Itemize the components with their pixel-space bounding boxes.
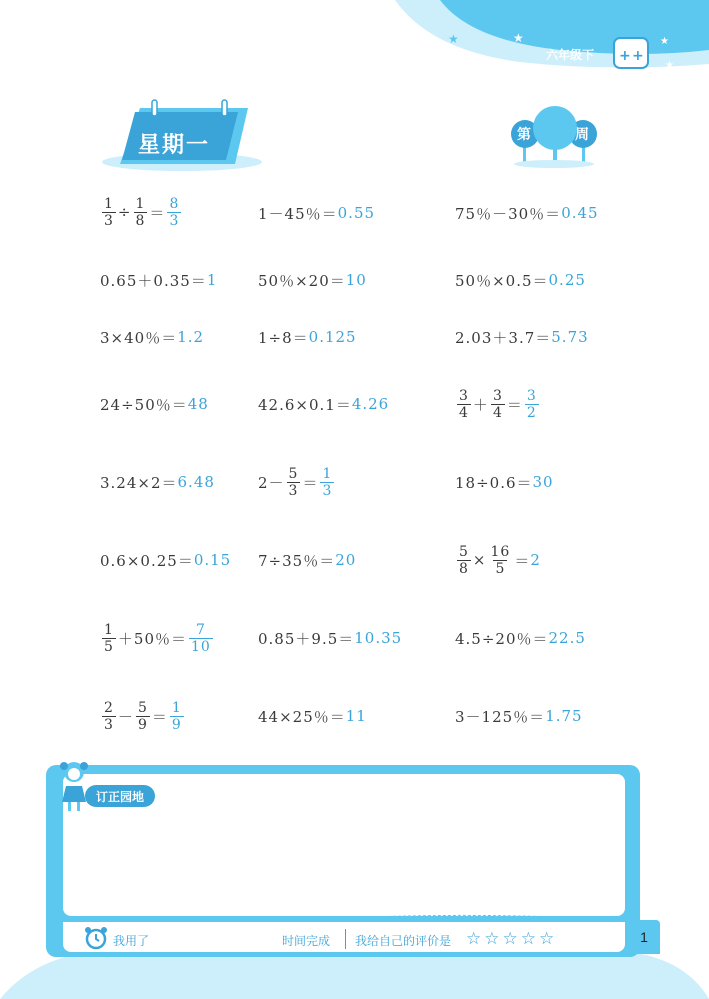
problem-5: 50％×20＝ 10 [258, 271, 367, 290]
footer-divider [345, 929, 346, 949]
time-used-label: 我用了 [113, 934, 150, 948]
problem-22: $\frac{2}{3}$ － $\frac{5}{9}$ ＝ $\frac{1}{9}$ [104, 699, 182, 733]
fraction: $\frac{5}{8}$ [459, 543, 469, 577]
answer-fraction: $\frac{7}{10}$ [191, 621, 211, 655]
problem-24: 3－125％＝ 1.75 [455, 707, 583, 726]
problem-3: 75％－30％＝ 0.45 [455, 204, 599, 223]
problem-18: $\frac{5}{8}$ × $\frac{16}{5}$ ＝ 2 [459, 543, 541, 577]
problem-1: $\frac{1}{3}$ ÷ $\frac{1}{8}$ ＝ $\frac{8}{3}$ [104, 195, 180, 229]
svg-text:★: ★ [660, 36, 669, 47]
svg-text:★: ★ [448, 32, 459, 46]
fraction: $\frac{3}{4}$ [459, 387, 469, 421]
problem-9: 2.03＋3.7＝ 5.73 [455, 328, 589, 347]
answer-fraction: $\frac{3}{2}$ [526, 387, 537, 421]
svg-text:★: ★ [665, 60, 674, 71]
problem-12: $\frac{3}{4}$ ＋ $\frac{3}{4}$ ＝ $\frac{3}{2}$ [459, 387, 537, 421]
problem-7: 3×40％＝ 1.2 [100, 328, 205, 347]
fraction: $\frac{5}{9}$ [137, 699, 148, 733]
fraction: $\frac{1}{8}$ [135, 195, 146, 229]
svg-text:★: ★ [513, 31, 524, 45]
header-wave [0, 0, 709, 100]
fraction: $\frac{3}{4}$ [492, 387, 503, 421]
problem-6: 50％×0.5＝ 0.25 [455, 271, 586, 290]
rating-stars[interactable]: ☆☆☆☆☆ [466, 929, 558, 949]
self-rating-label: 我给自己的评价是 [355, 934, 452, 948]
fraction: $\frac{1}{5}$ [104, 621, 114, 655]
problem-13: 3.24×2＝ 6.48 [100, 473, 215, 492]
week-suffix: 周 [575, 127, 589, 143]
answer-fraction: $\frac{1}{3}$ [322, 465, 333, 499]
problem-21: 4.5÷20％＝ 22.5 [455, 629, 586, 648]
svg-text:+: + [619, 48, 631, 64]
week-prefix: 第 [517, 127, 531, 143]
answer-fraction: $\frac{8}{3}$ [169, 195, 180, 229]
correction-title: 订正园地 [85, 785, 155, 807]
math-cube-icon [614, 38, 648, 68]
time-finish-label: 时间完成 [282, 934, 331, 948]
fraction: $\frac{2}{3}$ [104, 699, 114, 733]
problem-4: 0.65＋0.35＝ 1 [100, 271, 218, 290]
problem-2: 1－45％＝ 0.55 [258, 204, 376, 223]
alarm-clock-icon [84, 926, 108, 950]
problem-10: 24÷50％＝ 48 [100, 395, 209, 414]
problem-23: 44×25％＝ 11 [258, 707, 367, 726]
answer-fraction: $\frac{1}{9}$ [171, 699, 182, 733]
problem-11: 42.6×0.1＝ 4.26 [258, 395, 390, 414]
problem-17: 7÷35％＝ 20 [258, 551, 357, 570]
problem-19: $\frac{1}{5}$ ＋50％＝ $\frac{7}{10}$ [104, 621, 211, 655]
grade-label: 六年级下 [546, 48, 595, 62]
fraction: $\frac{1}{3}$ [104, 195, 114, 229]
problem-14: 2－ $\frac{5}{3}$ ＝ $\frac{1}{3}$ [258, 465, 333, 499]
problem-8: 1÷8＝ 0.125 [258, 328, 357, 347]
page-number: 1 [628, 920, 660, 954]
weekday-title: 星期一 [138, 133, 211, 158]
fraction: $\frac{5}{3}$ [288, 465, 299, 499]
svg-text:+: + [632, 48, 644, 64]
problem-15: 18÷0.6＝ 30 [455, 473, 554, 492]
problem-20: 0.85＋9.5＝ 10.35 [258, 629, 403, 648]
girl-mascot-icon [56, 758, 92, 814]
problem-16: 0.6×0.25＝ 0.15 [100, 551, 232, 570]
fraction: $\frac{16}{5}$ [490, 543, 511, 577]
